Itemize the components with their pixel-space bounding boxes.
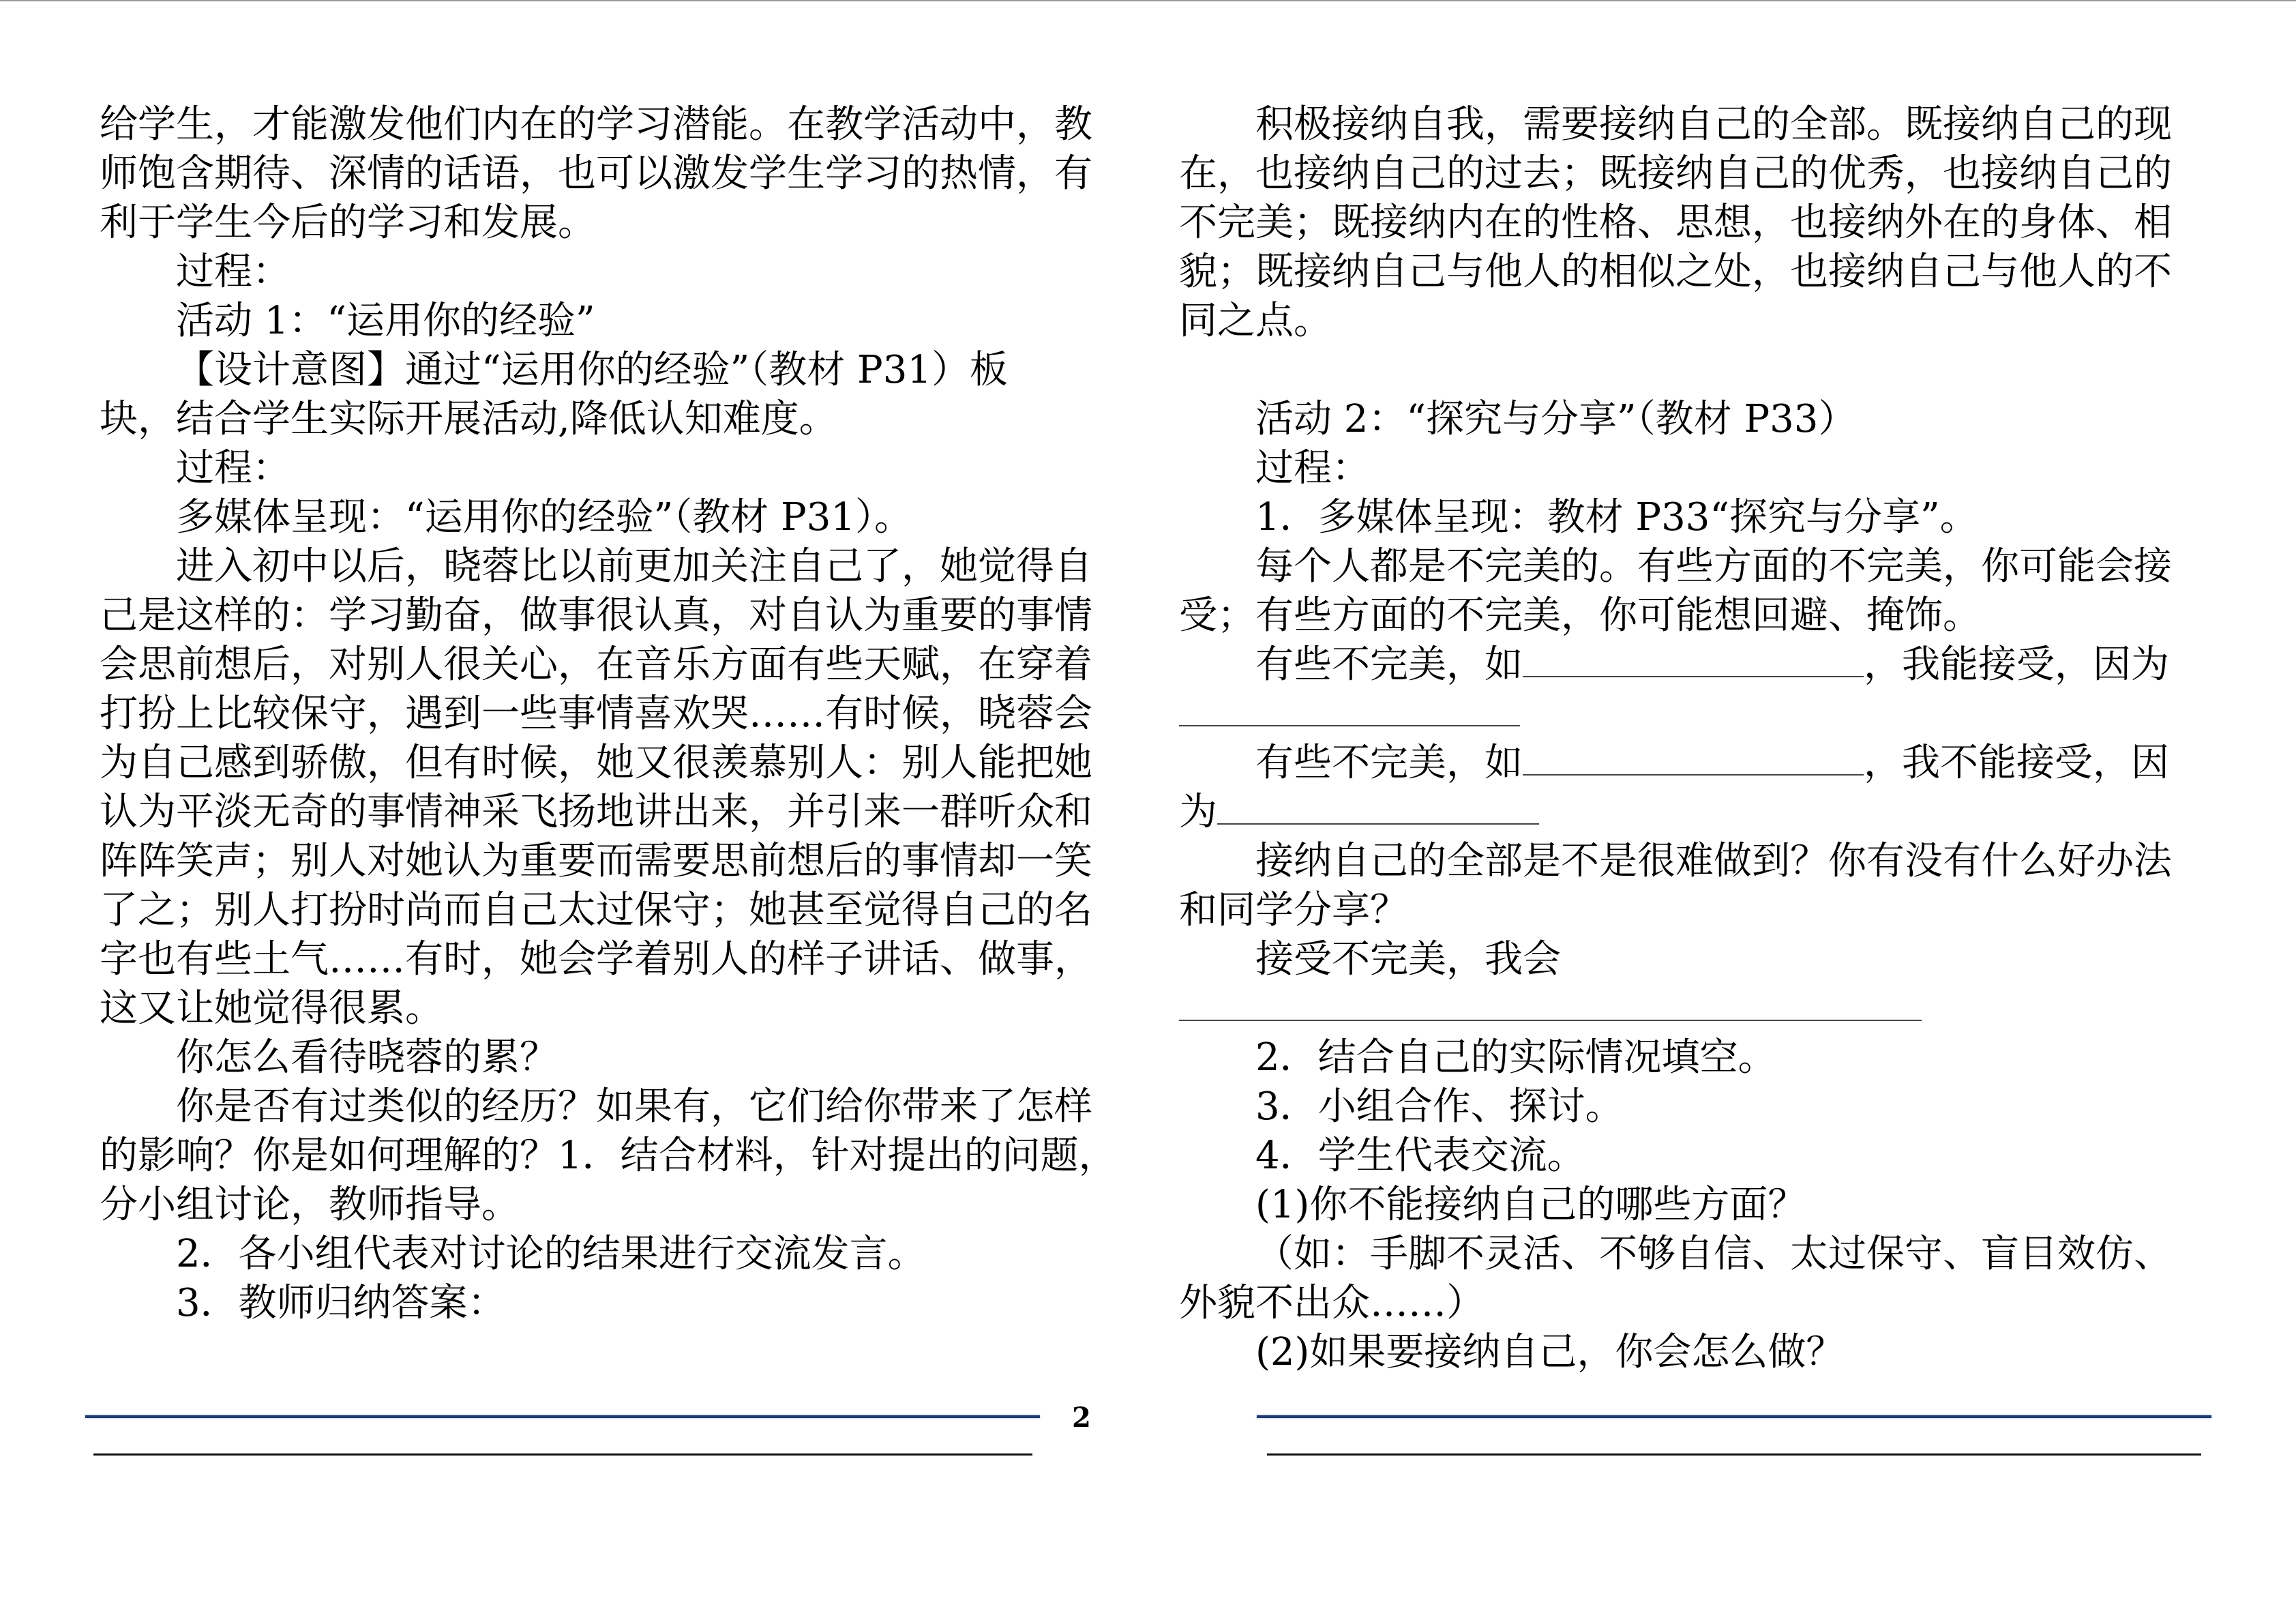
- fill-in-line: [1179, 690, 2172, 739]
- text-line: 2．各小组代表对讨论的结果进行交流发言。: [176, 1232, 926, 1276]
- text-line: 3．教师归纳答案：: [176, 1281, 506, 1325]
- text-line: 打扮上比较保守，遇到一些事情喜欢哭……有时候，晓蓉会: [100, 692, 1092, 736]
- text-line: 师饱含期待、深情的话语，也可以激发学生学习的热情，有: [100, 151, 1092, 196]
- fill-in-blank: [1179, 1020, 1922, 1021]
- text-line: 给学生，才能激发他们内在的学习潜能。在教学活动中，教: [100, 102, 1092, 147]
- text-line: 接受不完美，我会: [1255, 937, 1561, 981]
- text-line: 过程：: [176, 446, 290, 490]
- text-line: 的影响？你是如何理解的？1．结合材料，针对提出的问题，: [100, 1134, 1117, 1178]
- fill-in-line: [1179, 788, 2172, 837]
- fill-in-blank: [1523, 774, 1864, 776]
- text-line: 进入初中以后，晓蓉比以前更加关注自己了，她觉得自: [176, 544, 1092, 589]
- text-line: 多媒体呈现：“运用你的经验”（教材 P31）。: [176, 495, 912, 540]
- fill-in-blank: [1523, 676, 1864, 677]
- question-line: (2)如果要接纳自己，你会怎么做？: [1255, 1330, 1845, 1374]
- text-segment: 有些不完美，如: [1255, 741, 1523, 785]
- text-line: 这又让她觉得很累。: [100, 986, 443, 1031]
- text-line: 接纳自己的全部是不是很难做到？你有没有什么好办法: [1255, 839, 2172, 883]
- text-line: 貌；既接纳自己与他人的相似之处，也接纳自己与他人的不: [1179, 250, 2172, 294]
- left-column: [100, 100, 1117, 1328]
- question-line: 你是否有过类似的经历？如果有，它们给你带来了怎样: [176, 1084, 1092, 1129]
- fill-in-line: [1179, 739, 2172, 788]
- footer-rule: [85, 1415, 1040, 1418]
- footer-rule: [1257, 1415, 2211, 1418]
- text-line: 受；有些方面的不完美，你可能想回避、掩饰。: [1179, 593, 1981, 638]
- text-segment: ，我不能接受，因: [1864, 741, 2169, 785]
- text-line: 块，结合学生实际开展活动,降低认知难度。: [100, 397, 837, 441]
- text-line: 1．多媒体呈现：教材 P33“探究与分享”。: [1255, 495, 1978, 540]
- text-line: 会思前想后，对别人很关心，在音乐方面有些天赋，在穿着: [100, 643, 1092, 687]
- text-line: 己是这样的：学习勤奋，做事很认真，对自认为重要的事情: [100, 593, 1092, 638]
- text-line: 阵阵笑声；别人对她认为重要而需要思前想后的事情却一笑: [100, 839, 1092, 883]
- text-line: 过程：: [176, 250, 290, 294]
- text-segment: ，我能接受，因为: [1864, 643, 2169, 687]
- text-line: 和同学分享？: [1179, 888, 1408, 932]
- text-line: （如：手脚不灵活、不够自信、太过保守、盲目效仿、: [1255, 1232, 2172, 1276]
- fill-in-blank: [1179, 725, 1520, 726]
- text-line: 每个人都是不完美的。有些方面的不完美，你可能会接: [1255, 544, 2172, 589]
- text-line: 利于学生今后的学习和发展。: [100, 201, 596, 245]
- activity-heading: 活动 1：“运用你的经验”: [176, 299, 595, 343]
- text-segment: 为: [1179, 790, 1217, 834]
- text-line: 【设计意图】通过“运用你的经验”（教材 P31）板: [176, 348, 1008, 392]
- text-line: 过程：: [1255, 446, 1370, 490]
- footer-rule: [1267, 1453, 2201, 1456]
- text-line: 2．结合自己的实际情况填空。: [1255, 1035, 1776, 1080]
- fill-in-line: [1179, 640, 2172, 690]
- footer-rule: [93, 1453, 1032, 1456]
- text-line: 字也有些土气……有时，她会学着别人的样子讲话、做事，: [100, 937, 1092, 981]
- text-line: 同之点。: [1179, 299, 1332, 343]
- text-line: 认为平淡无奇的事情神采飞扬地讲出来，并引来一群听众和: [100, 790, 1092, 834]
- text-line: 了之；别人打扮时尚而自己太过保守；她甚至觉得自己的名: [100, 888, 1092, 932]
- text-line: 3．小组合作、探讨。: [1255, 1084, 1624, 1129]
- question-line: (1)你不能接纳自己的哪些方面？: [1255, 1183, 1806, 1227]
- page-number: 2: [1072, 1402, 1091, 1434]
- text-line: 外貌不出众……）: [1179, 1281, 1485, 1325]
- empty-line: [1179, 346, 2172, 395]
- top-border: [0, 0, 2296, 1]
- fill-in-blank: [1217, 823, 1539, 825]
- right-column: [1179, 100, 2172, 1377]
- text-line: 4．学生代表交流。: [1255, 1134, 1585, 1178]
- fill-in-line: [1179, 984, 2172, 1033]
- text-line: 为自己感到骄傲，但有时候，她又很羡慕别人：别人能把她: [100, 741, 1092, 785]
- text-line: 积极接纳自我，需要接纳自己的全部。既接纳自己的现: [1255, 102, 2172, 147]
- text-line: 不完美；既接纳内在的性格、思想，也接纳外在的身体、相: [1179, 201, 2172, 245]
- text-segment: 有些不完美，如: [1255, 643, 1523, 687]
- text-line: 在，也接纳自己的过去；既接纳自己的优秀，也接纳自己的: [1179, 151, 2172, 196]
- activity-heading: 活动 2：“探究与分享”（教材 P33）: [1255, 397, 1857, 441]
- question-line: 你怎么看待晓蓉的累？: [176, 1035, 558, 1080]
- text-line: 分小组讨论，教师指导。: [100, 1183, 520, 1227]
